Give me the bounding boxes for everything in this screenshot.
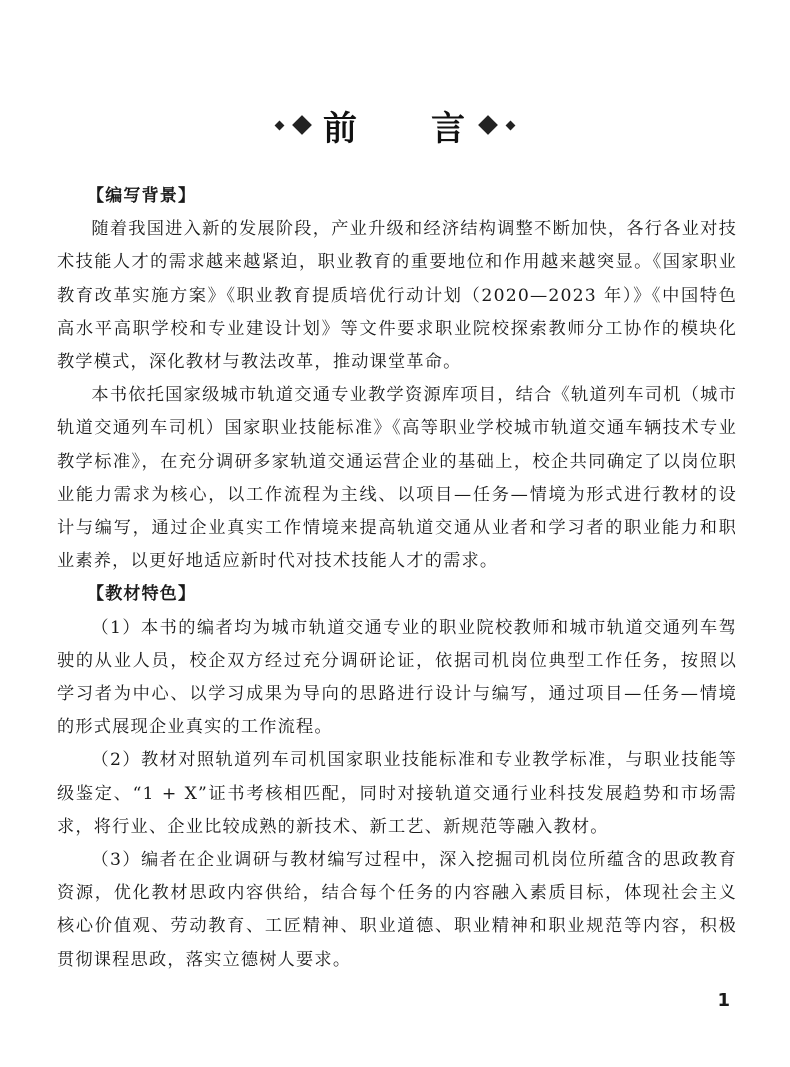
page-number: 1 xyxy=(717,990,730,1011)
paragraph: （3）编者在企业调研与教材编写过程中，深入挖掘司机岗位所蕴含的思政教育资源，优化教材思政内容供给，结合每个任务的内容融入素质目标，体现社会主义核心价值观、劳动教育、工匠精神、职业道德、职业精神和职业规范等内容，积极贯彻课程思政，落实立德树人要求。 xyxy=(57,850,737,970)
diamond-icon xyxy=(275,120,285,130)
title-ornament-right xyxy=(481,118,514,132)
paragraph: （1）本书的编者均为城市轨道交通专业的职业院校教师和城市轨道交通列车驾驶的从业人员，校企双方经过充分调研论证，依据司机岗位典型工作任务，按照以学习者为中心、以学习成果为导向的思路进行设计与编写，通过项目—任务—情境的形式展现企业真实的工作流程。 xyxy=(57,617,737,738)
paragraph: （2）教材对照轨道列车司机国家职业技能标准和专业教学标准，与职业技能等级鉴定、“1 + X”证书考核相匹配，同时对接轨道交通行业科技发展趋势和市场需求，将行业、企业比较成熟的新技术、新工艺、新规范等融入教材。 xyxy=(57,750,737,837)
title-char-left: 前 xyxy=(323,108,359,149)
paragraph: 本书依托国家级城市轨道交通专业教学资源库项目，结合《轨道列车司机（城市轨道交通列车司机）国家职业技能标准》《高等职业学校城市轨道交通车辆技术专业教学标准》，在充分调研多家轨道交通运营企业的基础上，校企共同确定了以岗位职业能力需求为核心，以工作流程为主线、以项目—任务—情境为形式进行教材的设计与编写，通过企业真实工作情境来提高轨道交通从业者和学习者的职业能力和职业素养，以更好地适应新时代对技术技能人才的需求。 xyxy=(57,385,737,572)
page-title xyxy=(0,100,790,150)
diamond-icon xyxy=(292,115,312,135)
diamond-icon xyxy=(478,115,498,135)
page-body xyxy=(57,180,737,977)
title-ornament-left xyxy=(276,118,309,132)
section-heading-background: 【编写背景】 xyxy=(87,186,197,206)
paragraph: 随着我国进入新的发展阶段，产业升级和经济结构调整不断加快，各行各业对技术技能人才的需求越来越紧迫，职业教育的重要地位和作用越来越突显。《国家职业教育改革实施方案》《职业教育提质培优行动计划（2020—2023 年）》《中国特色高水平高职学校和专业建设计划》等文件要求职业院校探索教师分工协作的模块化教学模式，深化教材与教法改革，推动课堂革命。 xyxy=(57,219,737,372)
title-char-right: 言 xyxy=(431,108,467,149)
diamond-icon xyxy=(506,120,516,130)
section-heading-features: 【教材特色】 xyxy=(87,584,197,605)
